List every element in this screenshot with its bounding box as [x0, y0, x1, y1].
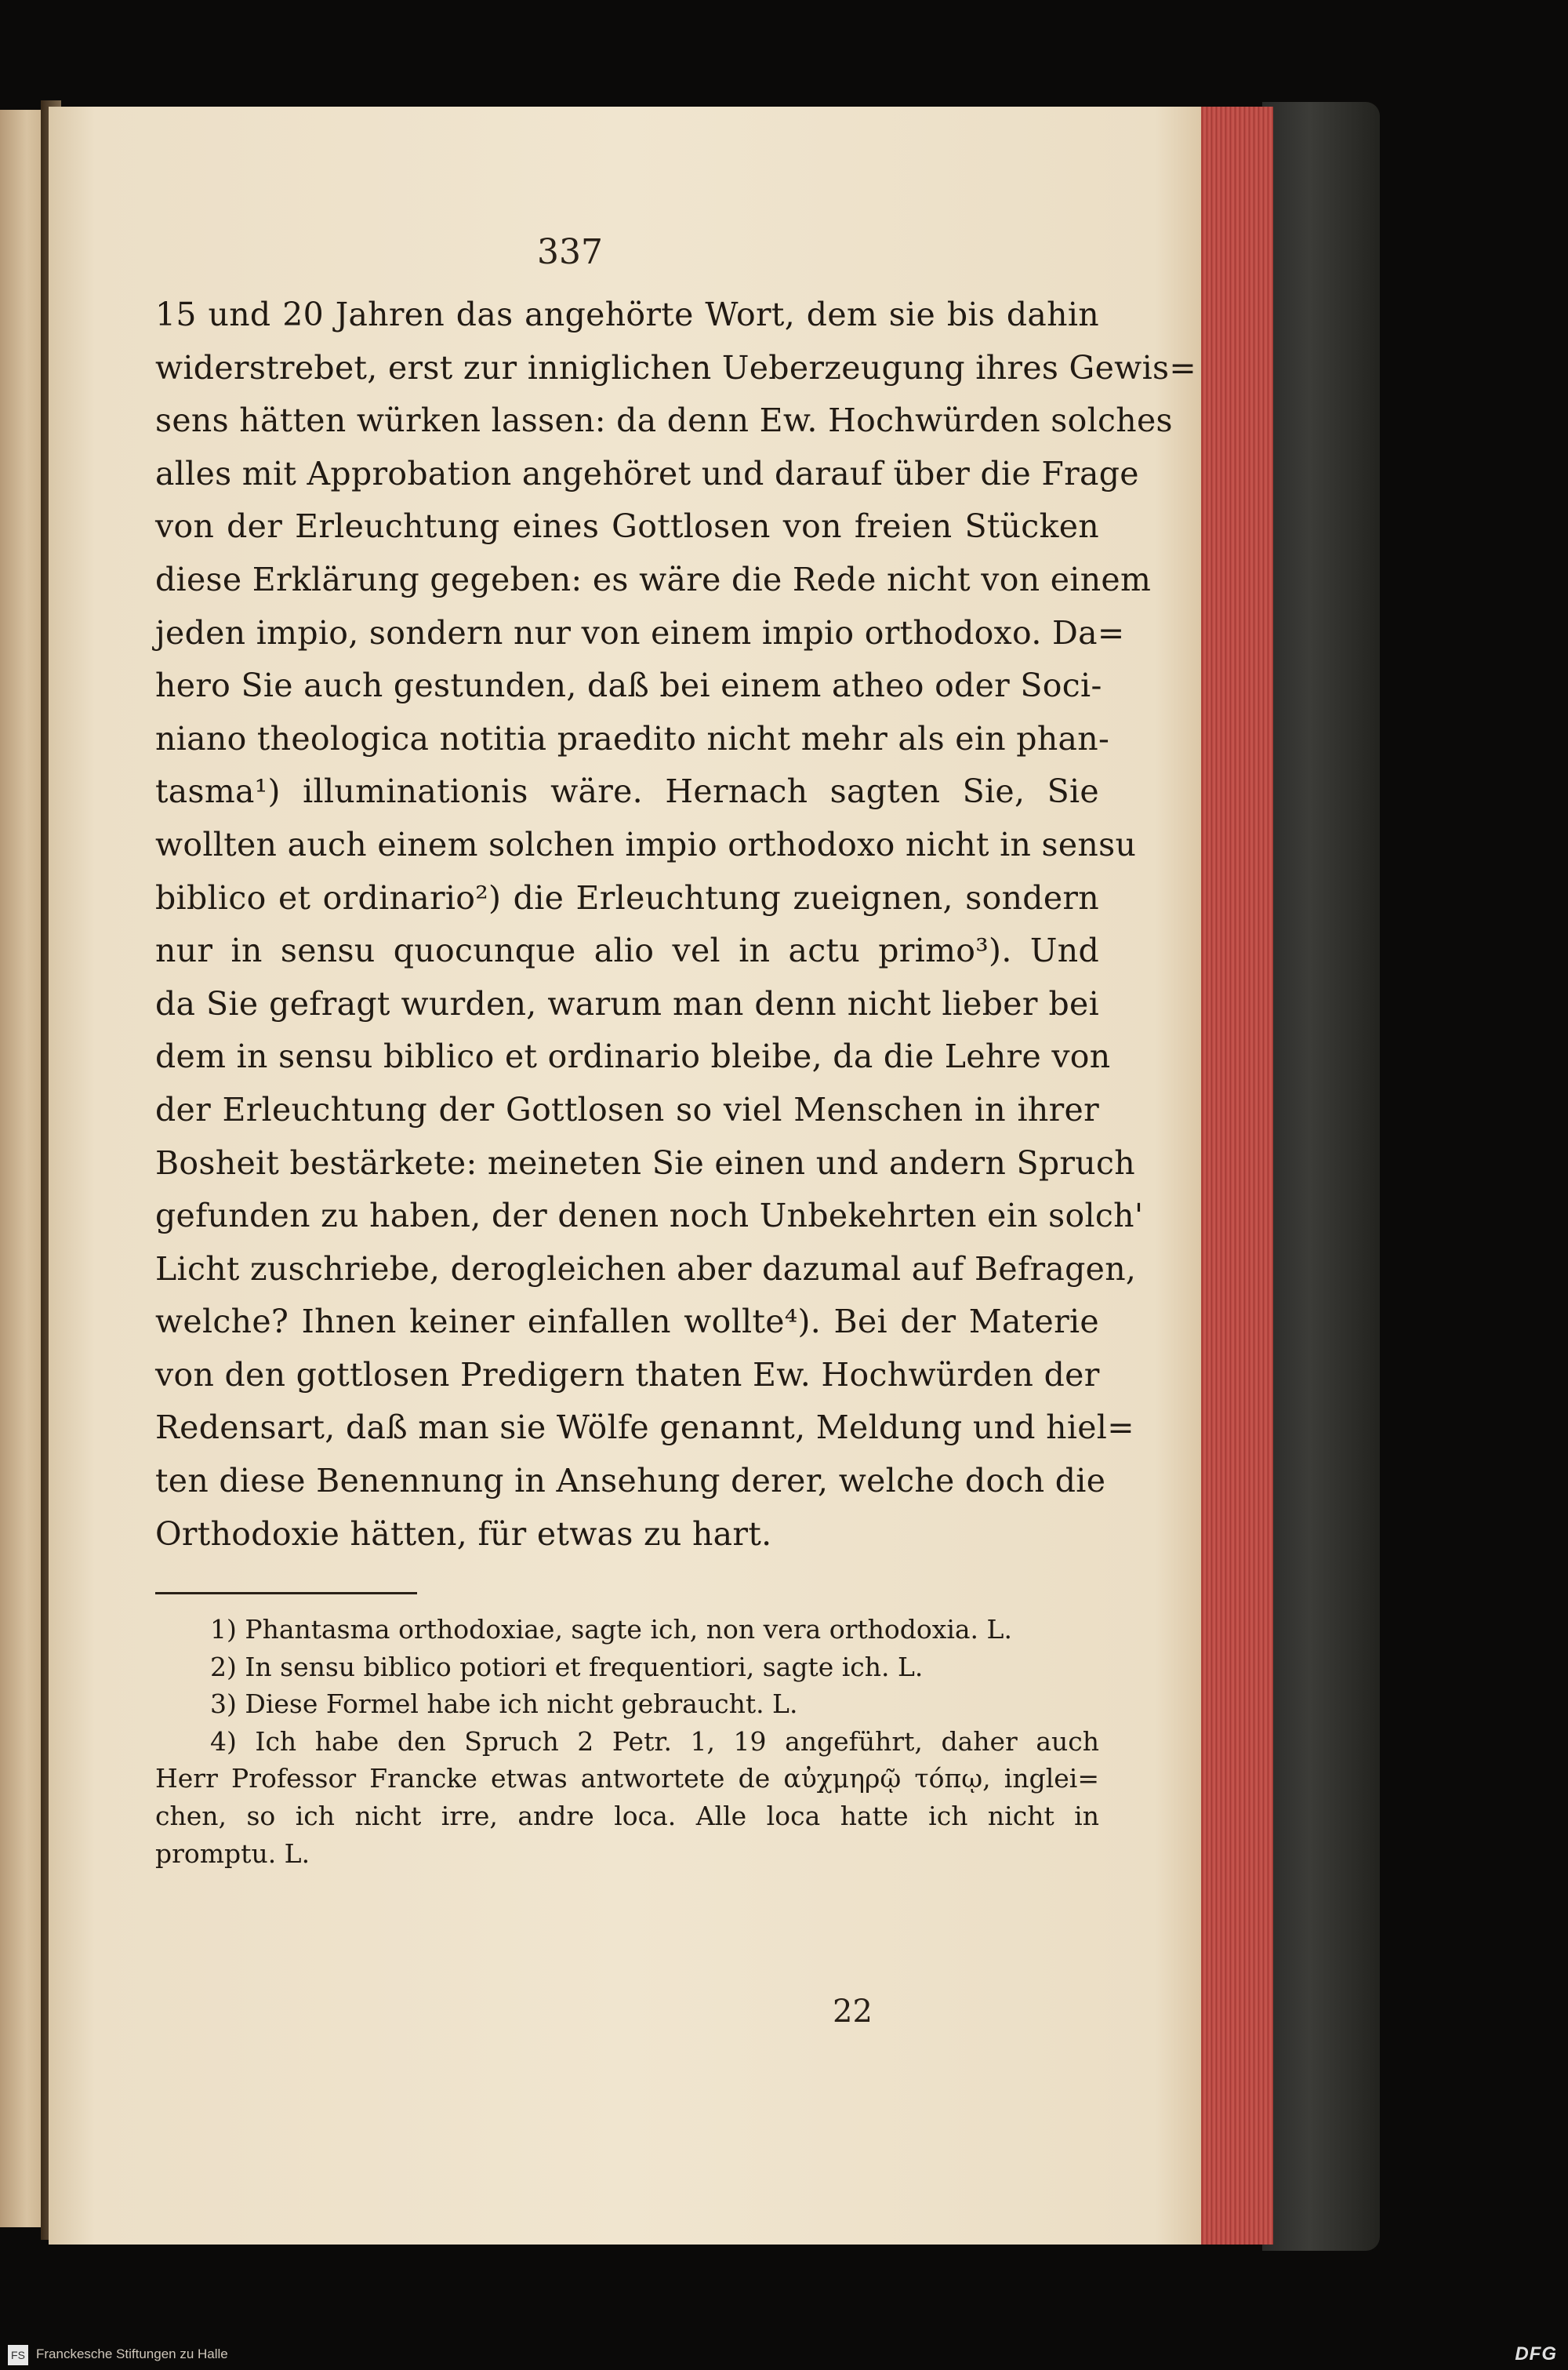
- footnote-line: Herr Professor Francke etwas antwortete de αὐχμηρῷ τόπῳ, inglei=: [155, 1763, 1099, 1794]
- footnote-line: 4) Ich habe den Spruch 2 Petr. 1, 19 angeführt, daher auch: [210, 1725, 1099, 1757]
- text-line: hero Sie auch gestunden, daß bei einem atheo oder Soci-: [155, 667, 1102, 705]
- text-line: der Erleuchtung der Gottlosen so viel Menschen in ihrer: [155, 1090, 1099, 1129]
- text-line: Orthodoxie hätten, für etwas zu hart.: [155, 1514, 772, 1553]
- body-text: [155, 289, 1196, 1561]
- text-line: niano theologica notitia praedito nicht mehr als ein phan-: [155, 719, 1110, 758]
- footnote-line: 1) Phantasma orthodoxiae, sagte ich, non vera orthodoxia. L.: [210, 1614, 1012, 1645]
- dfg-logo: DFG: [1515, 2343, 1557, 2365]
- text-line: alles mit Approbation angehöret und darauf über die Frage: [155, 454, 1139, 493]
- red-page-edges: [1198, 107, 1273, 2245]
- text-line: 15 und 20 Jahren das angehörte Wort, dem sie bis dahin: [155, 296, 1099, 333]
- text-line: dem in sensu biblico et ordinario bleibe, da die Lehre von: [155, 1038, 1111, 1076]
- footer-bar: [0, 2339, 1568, 2370]
- text-line: jeden impio, sondern nur von einem impio orthodoxo. Da=: [155, 613, 1125, 652]
- page-number: 337: [537, 232, 603, 272]
- text-line: von den gottlosen Predigern thaten Ew. Hochwürden der: [155, 1355, 1100, 1394]
- text-line: diese Erklärung gegeben: es wäre die Rede nicht von einem: [155, 560, 1152, 598]
- text-line: da Sie gefragt wurden, warum man denn nicht lieber bei: [155, 984, 1099, 1023]
- footnote: [155, 1723, 1099, 1872]
- footnote-line: chen, so ich nicht irre, andre loca. Alle loca hatte ich nicht in: [155, 1800, 1099, 1831]
- text-line: gefunden zu haben, der denen noch Unbekehrten ein solch': [155, 1197, 1144, 1235]
- text-line: biblico et ordinario²) die Erleuchtung zueignen, sondern: [155, 878, 1099, 917]
- text-line: widerstrebet, erst zur inniglichen Ueberzeugung ihres Gewis=: [155, 348, 1196, 387]
- text-line: von der Erleuchtung eines Gottlosen von freien Stücken: [155, 507, 1099, 546]
- book-page: [49, 107, 1201, 2245]
- text-line: Licht zuschriebe, derogleichen aber dazumal auf Befragen,: [155, 1249, 1137, 1288]
- text-line: nur in sensu quocunque alio vel in actu primo³). Und: [155, 932, 1099, 970]
- footnote: [155, 1648, 1099, 1686]
- footnote-line: 3) Diese Formel habe ich nicht gebraucht. L.: [210, 1688, 798, 1720]
- institution-name[interactable]: Franckesche Stiftungen zu Halle: [36, 2346, 228, 2361]
- footnotes: [155, 1611, 1099, 1872]
- institution-logo-icon: FS: [8, 2345, 28, 2365]
- text-line: Bosheit bestärkete: meineten Sie einen und andern Spruch: [155, 1143, 1135, 1182]
- signature-mark: 22: [833, 1994, 873, 2030]
- text-line: ten diese Benennung in Ansehung derer, welche doch die: [155, 1462, 1106, 1500]
- footnote-rule: [155, 1592, 417, 1594]
- text-line: tasma¹) illuminationis wäre. Hernach sagten Sie, Sie: [155, 772, 1099, 811]
- text-line: Redensart, daß man sie Wölfe genannt, Meldung und hiel=: [155, 1409, 1134, 1447]
- book-cover: [1262, 102, 1380, 2251]
- text-line: wollten auch einem solchen impio orthodoxo nicht in sensu: [155, 825, 1137, 863]
- footnote-line: 2) In sensu biblico potiori et frequentiori, sagte ich. L.: [210, 1651, 924, 1682]
- text-line: sens hätten würken lassen: da denn Ew. Hochwürden solches: [155, 402, 1173, 440]
- footnote: [155, 1611, 1099, 1648]
- footnote: [155, 1685, 1099, 1723]
- text-line: welche? Ihnen keiner einfallen wollte⁴). Bei der Materie: [155, 1303, 1099, 1341]
- footnote-line: promptu. L.: [155, 1837, 310, 1869]
